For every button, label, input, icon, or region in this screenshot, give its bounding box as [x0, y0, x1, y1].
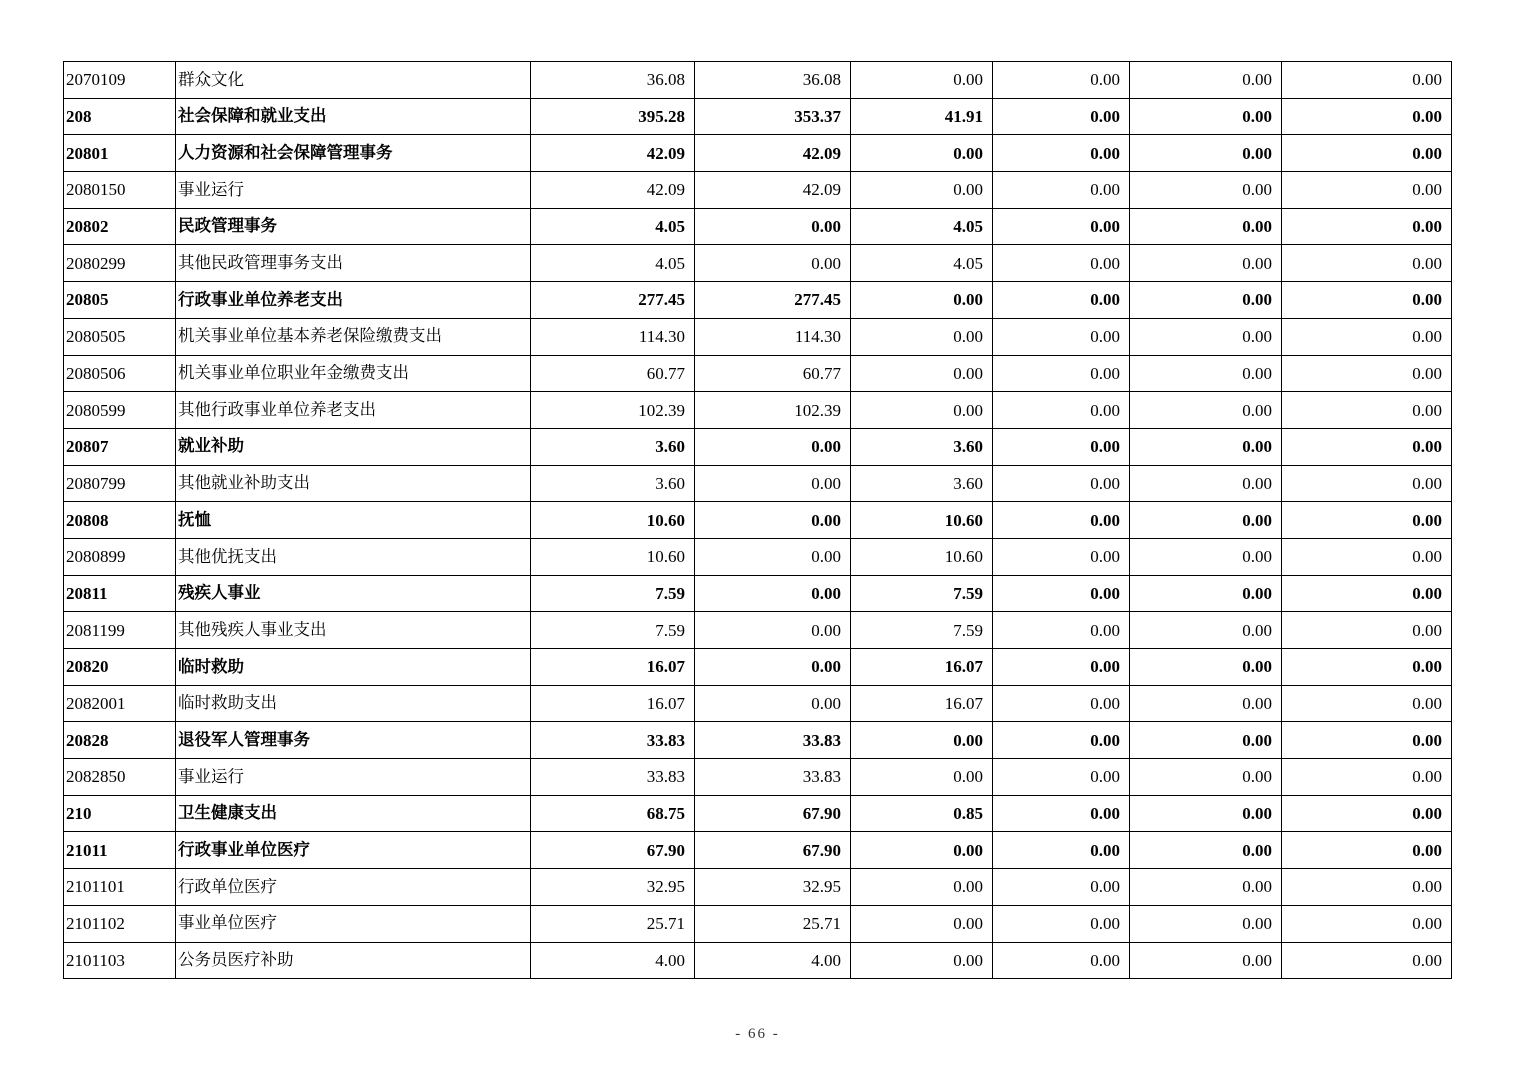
amount-cell-1: 102.39	[531, 392, 695, 429]
amount-cell-2: 0.00	[695, 649, 851, 686]
amount-cell-6: 0.00	[1282, 208, 1452, 245]
amount-cell-3: 41.91	[851, 98, 993, 135]
amount-cell-2: 0.00	[695, 465, 851, 502]
amount-cell-5: 0.00	[1130, 318, 1282, 355]
amount-cell-4: 0.00	[993, 245, 1130, 282]
amount-cell-1: 33.83	[531, 722, 695, 759]
subject-name-cell: 抚恤	[176, 502, 531, 539]
amount-cell-4: 0.00	[993, 795, 1130, 832]
budget-table	[63, 61, 1452, 979]
table-row	[64, 612, 1452, 649]
amount-cell-4: 0.00	[993, 869, 1130, 906]
page-number: - 66 -	[735, 1026, 780, 1042]
amount-cell-6: 0.00	[1282, 869, 1452, 906]
subject-name-cell: 公务员医疗补助	[176, 942, 531, 979]
table-row	[64, 208, 1452, 245]
table-row	[64, 905, 1452, 942]
amount-cell-4: 0.00	[993, 649, 1130, 686]
amount-cell-6: 0.00	[1282, 759, 1452, 796]
subject-name-cell: 机关事业单位基本养老保险缴费支出	[176, 318, 531, 355]
amount-cell-5: 0.00	[1130, 685, 1282, 722]
amount-cell-5: 0.00	[1130, 759, 1282, 796]
subject-code-cell: 2080899	[64, 538, 176, 575]
table-row	[64, 465, 1452, 502]
amount-cell-4: 0.00	[993, 318, 1130, 355]
amount-cell-1: 42.09	[531, 135, 695, 172]
subject-code-cell: 2080506	[64, 355, 176, 392]
amount-cell-4: 0.00	[993, 98, 1130, 135]
amount-cell-5: 0.00	[1130, 869, 1282, 906]
amount-cell-1: 25.71	[531, 905, 695, 942]
amount-cell-4: 0.00	[993, 502, 1130, 539]
table-row	[64, 98, 1452, 135]
amount-cell-1: 3.60	[531, 465, 695, 502]
amount-cell-2: 25.71	[695, 905, 851, 942]
amount-cell-2: 0.00	[695, 538, 851, 575]
amount-cell-5: 0.00	[1130, 428, 1282, 465]
amount-cell-5: 0.00	[1130, 905, 1282, 942]
amount-cell-2: 0.00	[695, 575, 851, 612]
amount-cell-3: 0.00	[851, 869, 993, 906]
amount-cell-3: 0.00	[851, 62, 993, 99]
table-row	[64, 282, 1452, 319]
table-row	[64, 575, 1452, 612]
amount-cell-6: 0.00	[1282, 502, 1452, 539]
amount-cell-3: 10.60	[851, 502, 993, 539]
amount-cell-2: 0.00	[695, 685, 851, 722]
amount-cell-5: 0.00	[1130, 722, 1282, 759]
subject-name-cell: 事业运行	[176, 759, 531, 796]
amount-cell-1: 33.83	[531, 759, 695, 796]
amount-cell-2: 0.00	[695, 428, 851, 465]
subject-code-cell: 2082001	[64, 685, 176, 722]
amount-cell-6: 0.00	[1282, 575, 1452, 612]
amount-cell-5: 0.00	[1130, 942, 1282, 979]
amount-cell-4: 0.00	[993, 832, 1130, 869]
table-row	[64, 428, 1452, 465]
amount-cell-2: 0.00	[695, 245, 851, 282]
subject-code-cell: 20828	[64, 722, 176, 759]
amount-cell-5: 0.00	[1130, 612, 1282, 649]
subject-name-cell: 事业运行	[176, 172, 531, 209]
table-row	[64, 62, 1452, 99]
amount-cell-4: 0.00	[993, 62, 1130, 99]
amount-cell-1: 68.75	[531, 795, 695, 832]
amount-cell-5: 0.00	[1130, 392, 1282, 429]
amount-cell-6: 0.00	[1282, 465, 1452, 502]
amount-cell-1: 277.45	[531, 282, 695, 319]
amount-cell-1: 36.08	[531, 62, 695, 99]
amount-cell-5: 0.00	[1130, 465, 1282, 502]
subject-name-cell: 民政管理事务	[176, 208, 531, 245]
amount-cell-4: 0.00	[993, 759, 1130, 796]
subject-code-cell: 2080299	[64, 245, 176, 282]
amount-cell-4: 0.00	[993, 722, 1130, 759]
subject-name-cell: 就业补助	[176, 428, 531, 465]
subject-code-cell: 20807	[64, 428, 176, 465]
amount-cell-1: 16.07	[531, 649, 695, 686]
amount-cell-6: 0.00	[1282, 832, 1452, 869]
subject-name-cell: 社会保障和就业支出	[176, 98, 531, 135]
amount-cell-4: 0.00	[993, 905, 1130, 942]
amount-cell-1: 32.95	[531, 869, 695, 906]
subject-code-cell: 2080599	[64, 392, 176, 429]
amount-cell-2: 102.39	[695, 392, 851, 429]
amount-cell-5: 0.00	[1130, 355, 1282, 392]
amount-cell-2: 67.90	[695, 795, 851, 832]
amount-cell-2: 67.90	[695, 832, 851, 869]
amount-cell-3: 0.00	[851, 318, 993, 355]
amount-cell-6: 0.00	[1282, 685, 1452, 722]
subject-name-cell: 临时救助支出	[176, 685, 531, 722]
subject-name-cell: 其他残疾人事业支出	[176, 612, 531, 649]
amount-cell-6: 0.00	[1282, 428, 1452, 465]
table-row	[64, 172, 1452, 209]
amount-cell-4: 0.00	[993, 392, 1130, 429]
amount-cell-2: 33.83	[695, 759, 851, 796]
amount-cell-3: 0.00	[851, 722, 993, 759]
amount-cell-3: 3.60	[851, 465, 993, 502]
table-row	[64, 942, 1452, 979]
amount-cell-1: 10.60	[531, 502, 695, 539]
amount-cell-1: 4.05	[531, 208, 695, 245]
amount-cell-5: 0.00	[1130, 208, 1282, 245]
amount-cell-3: 0.00	[851, 282, 993, 319]
amount-cell-5: 0.00	[1130, 135, 1282, 172]
subject-name-cell: 其他行政事业单位养老支出	[176, 392, 531, 429]
amount-cell-4: 0.00	[993, 428, 1130, 465]
amount-cell-4: 0.00	[993, 538, 1130, 575]
amount-cell-3: 4.05	[851, 208, 993, 245]
amount-cell-4: 0.00	[993, 575, 1130, 612]
amount-cell-2: 33.83	[695, 722, 851, 759]
subject-code-cell: 20811	[64, 575, 176, 612]
subject-code-cell: 2101102	[64, 905, 176, 942]
amount-cell-4: 0.00	[993, 282, 1130, 319]
subject-code-cell: 2080150	[64, 172, 176, 209]
table-row	[64, 685, 1452, 722]
subject-name-cell: 机关事业单位职业年金缴费支出	[176, 355, 531, 392]
amount-cell-2: 0.00	[695, 612, 851, 649]
amount-cell-5: 0.00	[1130, 172, 1282, 209]
amount-cell-3: 7.59	[851, 575, 993, 612]
amount-cell-4: 0.00	[993, 465, 1130, 502]
amount-cell-2: 42.09	[695, 172, 851, 209]
table-row	[64, 318, 1452, 355]
amount-cell-6: 0.00	[1282, 612, 1452, 649]
amount-cell-6: 0.00	[1282, 905, 1452, 942]
subject-name-cell: 其他民政管理事务支出	[176, 245, 531, 282]
table-row	[64, 722, 1452, 759]
amount-cell-2: 0.00	[695, 208, 851, 245]
amount-cell-2: 114.30	[695, 318, 851, 355]
subject-name-cell: 人力资源和社会保障管理事务	[176, 135, 531, 172]
amount-cell-1: 4.00	[531, 942, 695, 979]
amount-cell-6: 0.00	[1282, 392, 1452, 429]
subject-name-cell: 事业单位医疗	[176, 905, 531, 942]
amount-cell-1: 42.09	[531, 172, 695, 209]
amount-cell-1: 3.60	[531, 428, 695, 465]
amount-cell-3: 0.00	[851, 392, 993, 429]
subject-name-cell: 其他就业补助支出	[176, 465, 531, 502]
amount-cell-3: 0.00	[851, 759, 993, 796]
amount-cell-3: 16.07	[851, 685, 993, 722]
amount-cell-6: 0.00	[1282, 795, 1452, 832]
amount-cell-2: 36.08	[695, 62, 851, 99]
amount-cell-4: 0.00	[993, 685, 1130, 722]
amount-cell-1: 7.59	[531, 575, 695, 612]
subject-code-cell: 2070109	[64, 62, 176, 99]
amount-cell-1: 4.05	[531, 245, 695, 282]
amount-cell-2: 0.00	[695, 502, 851, 539]
amount-cell-3: 0.85	[851, 795, 993, 832]
amount-cell-2: 353.37	[695, 98, 851, 135]
subject-code-cell: 2080505	[64, 318, 176, 355]
amount-cell-5: 0.00	[1130, 502, 1282, 539]
amount-cell-3: 0.00	[851, 172, 993, 209]
subject-code-cell: 20802	[64, 208, 176, 245]
amount-cell-2: 32.95	[695, 869, 851, 906]
subject-code-cell: 208	[64, 98, 176, 135]
amount-cell-5: 0.00	[1130, 62, 1282, 99]
subject-code-cell: 2081199	[64, 612, 176, 649]
amount-cell-5: 0.00	[1130, 795, 1282, 832]
table-row	[64, 538, 1452, 575]
amount-cell-6: 0.00	[1282, 722, 1452, 759]
amount-cell-1: 60.77	[531, 355, 695, 392]
amount-cell-1: 67.90	[531, 832, 695, 869]
subject-code-cell: 20808	[64, 502, 176, 539]
amount-cell-3: 4.05	[851, 245, 993, 282]
table-body	[64, 62, 1452, 979]
amount-cell-6: 0.00	[1282, 355, 1452, 392]
amount-cell-6: 0.00	[1282, 172, 1452, 209]
amount-cell-1: 10.60	[531, 538, 695, 575]
subject-code-cell: 20805	[64, 282, 176, 319]
amount-cell-3: 7.59	[851, 612, 993, 649]
subject-code-cell: 2080799	[64, 465, 176, 502]
amount-cell-6: 0.00	[1282, 245, 1452, 282]
amount-cell-3: 0.00	[851, 135, 993, 172]
amount-cell-5: 0.00	[1130, 832, 1282, 869]
amount-cell-2: 277.45	[695, 282, 851, 319]
subject-name-cell: 临时救助	[176, 649, 531, 686]
amount-cell-6: 0.00	[1282, 135, 1452, 172]
table-row	[64, 392, 1452, 429]
amount-cell-5: 0.00	[1130, 649, 1282, 686]
amount-cell-3: 0.00	[851, 905, 993, 942]
subject-code-cell: 2101103	[64, 942, 176, 979]
amount-cell-3: 16.07	[851, 649, 993, 686]
subject-code-cell: 2101101	[64, 869, 176, 906]
table-row	[64, 832, 1452, 869]
table-row	[64, 135, 1452, 172]
amount-cell-6: 0.00	[1282, 282, 1452, 319]
subject-name-cell: 其他优抚支出	[176, 538, 531, 575]
amount-cell-5: 0.00	[1130, 575, 1282, 612]
subject-code-cell: 2082850	[64, 759, 176, 796]
amount-cell-5: 0.00	[1130, 98, 1282, 135]
subject-code-cell: 210	[64, 795, 176, 832]
subject-name-cell: 卫生健康支出	[176, 795, 531, 832]
table-row	[64, 795, 1452, 832]
amount-cell-6: 0.00	[1282, 538, 1452, 575]
table-row	[64, 869, 1452, 906]
table-row	[64, 355, 1452, 392]
amount-cell-2: 60.77	[695, 355, 851, 392]
subject-name-cell: 行政事业单位医疗	[176, 832, 531, 869]
subject-name-cell: 行政事业单位养老支出	[176, 282, 531, 319]
subject-name-cell: 残疾人事业	[176, 575, 531, 612]
amount-cell-1: 16.07	[531, 685, 695, 722]
subject-name-cell: 退役军人管理事务	[176, 722, 531, 759]
table-row	[64, 759, 1452, 796]
amount-cell-4: 0.00	[993, 208, 1130, 245]
amount-cell-4: 0.00	[993, 612, 1130, 649]
table-row	[64, 245, 1452, 282]
amount-cell-3: 10.60	[851, 538, 993, 575]
amount-cell-6: 0.00	[1282, 62, 1452, 99]
amount-cell-2: 42.09	[695, 135, 851, 172]
amount-cell-4: 0.00	[993, 942, 1130, 979]
table-row	[64, 502, 1452, 539]
subject-code-cell: 21011	[64, 832, 176, 869]
amount-cell-1: 7.59	[531, 612, 695, 649]
amount-cell-6: 0.00	[1282, 942, 1452, 979]
subject-name-cell: 行政单位医疗	[176, 869, 531, 906]
amount-cell-3: 0.00	[851, 355, 993, 392]
amount-cell-2: 4.00	[695, 942, 851, 979]
amount-cell-3: 0.00	[851, 942, 993, 979]
amount-cell-4: 0.00	[993, 172, 1130, 209]
subject-code-cell: 20820	[64, 649, 176, 686]
amount-cell-5: 0.00	[1130, 282, 1282, 319]
amount-cell-4: 0.00	[993, 135, 1130, 172]
subject-code-cell: 20801	[64, 135, 176, 172]
amount-cell-5: 0.00	[1130, 245, 1282, 282]
amount-cell-5: 0.00	[1130, 538, 1282, 575]
amount-cell-6: 0.00	[1282, 318, 1452, 355]
subject-name-cell: 群众文化	[176, 62, 531, 99]
amount-cell-3: 3.60	[851, 428, 993, 465]
amount-cell-6: 0.00	[1282, 649, 1452, 686]
amount-cell-3: 0.00	[851, 832, 993, 869]
amount-cell-6: 0.00	[1282, 98, 1452, 135]
amount-cell-1: 114.30	[531, 318, 695, 355]
table-row	[64, 649, 1452, 686]
amount-cell-1: 395.28	[531, 98, 695, 135]
amount-cell-4: 0.00	[993, 355, 1130, 392]
